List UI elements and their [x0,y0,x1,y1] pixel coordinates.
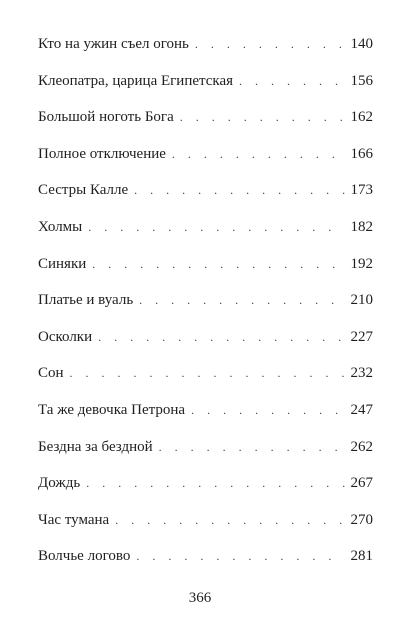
dot-leader [191,404,344,416]
toc-entry-page: 210 [350,292,373,309]
toc-entry-page: 281 [350,548,373,565]
toc-entry [38,366,373,403]
toc-entry [38,513,373,550]
dot-leader [136,550,344,562]
toc-entry [38,549,373,586]
toc-entry-page: 247 [350,401,373,418]
dot-leader [98,331,344,343]
toc-entry-page: 227 [350,328,373,345]
toc-entry-page: 182 [350,218,373,235]
dot-leader [88,221,344,233]
toc-entry-title: Волчье логово [38,548,131,565]
toc-entry [38,110,373,147]
toc-entry [38,147,373,184]
toc-entry-title: Бездна за бездной [38,438,153,455]
dot-leader [134,184,344,196]
toc-entry [38,293,373,330]
toc-entry-page: 262 [350,438,373,455]
dot-leader [180,111,345,123]
toc-entry-title: Холмы [38,218,83,235]
toc-entry [38,74,373,111]
toc-entry-page: 156 [350,72,373,89]
dot-leader [92,258,344,270]
toc-entry-title: Синяки [38,255,87,272]
toc-entry-title: Осколки [38,328,93,345]
toc-entry [38,403,373,440]
toc-entry-title: Кто на ужин съел огонь [38,36,189,52]
toc-entry [38,330,373,367]
toc-entry-page: 232 [350,365,373,382]
toc-entry-title: Платье и вуаль [38,292,134,309]
toc-entry [38,37,373,74]
toc-entry-title: Клеопатра, царица Египетская [38,72,234,89]
dot-leader [195,38,345,50]
page-number: 366 [188,590,212,606]
toc-entry-title: Сон [38,365,64,382]
toc-entry-page: 162 [350,109,373,126]
toc-entry-title: Час тумана [38,511,110,528]
toc-entry-title: Большой ноготь Бога [38,109,174,126]
toc-entry-title: Полное отключение [38,145,166,162]
toc-entry-page: 192 [350,255,373,272]
toc-entry [38,440,373,477]
toc-entry-title: Дождь [38,475,81,492]
toc-entry-page: 166 [350,145,373,162]
toc-entry-page: 270 [350,511,373,528]
toc-entry [38,220,373,257]
toc-entry-title: Сестры Калле [38,182,129,199]
toc-entry [38,257,373,294]
toc-entry [38,476,373,513]
dot-leader [139,294,344,306]
table-of-contents [38,37,373,586]
toc-entry [38,183,373,220]
dot-leader [172,148,345,160]
dot-leader [115,514,344,526]
dot-leader [70,367,345,379]
dot-leader [239,75,344,87]
dot-leader [86,477,344,489]
toc-entry-title: Та же девочка Петрона [38,401,186,418]
toc-entry-page: 267 [350,475,373,492]
toc-entry-page: 140 [350,36,373,52]
dot-leader [159,441,345,453]
toc-entry-page: 173 [350,182,373,199]
